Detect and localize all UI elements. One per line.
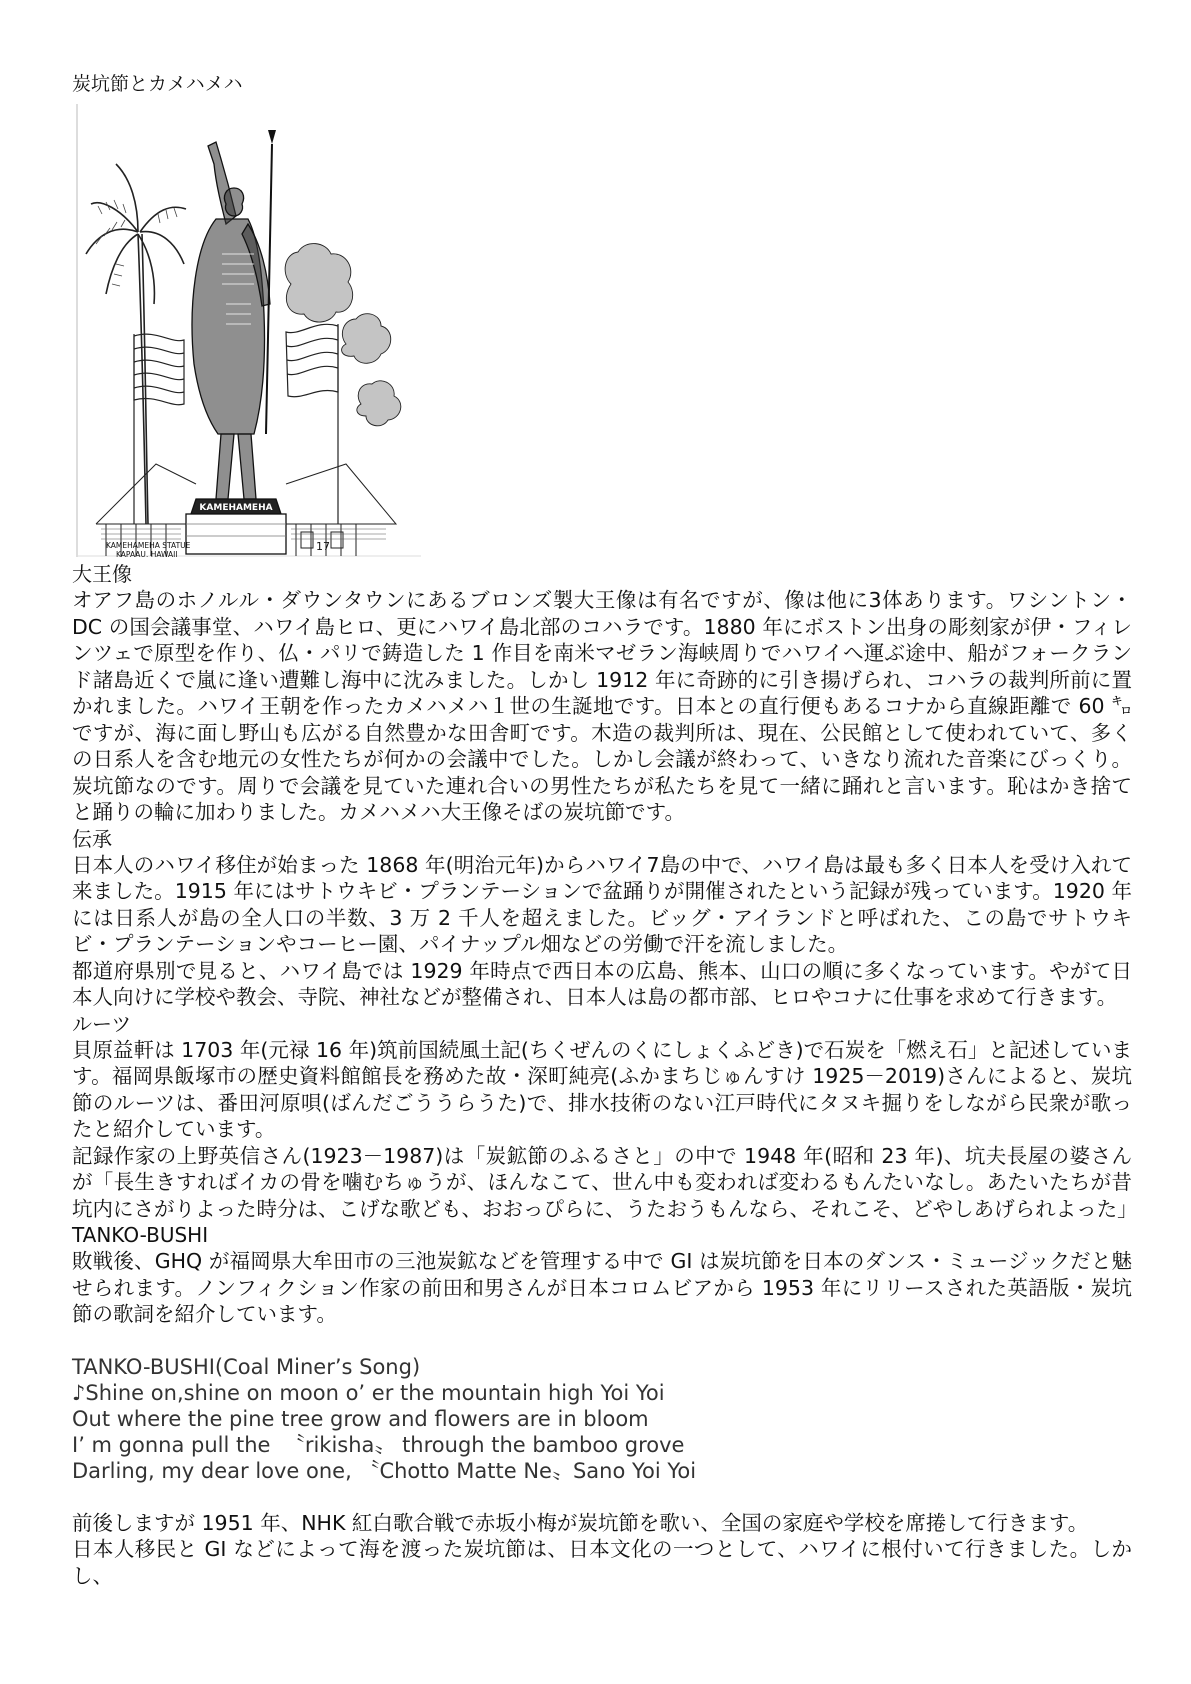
document-title: 炭坑節とカメハメハ (72, 73, 243, 95)
figure-number: 17 (316, 540, 330, 553)
closing-paragraph: 日本人移民と GI などによって海を渡った炭坑節は、日本文化の一つとして、ハワイに根付いて行きました。しかし、 (72, 1537, 1132, 1588)
section-paragraph: 都道府県別で見ると、ハワイ島では 1929 年時点で西日本の広島、熊本、山口の順に多くなっています。やがて日本人向けに学校や教会、寺院、神社などが整備され、日本人は島の都市部、ヒロやコナに仕事を求めて行きます。 (72, 958, 1132, 1009)
section-paragraph: 日本人のハワイ移住が始まった 1868 年(明治元年)からハワイ7島の中で、ハワイ島は最も多く日本人を受け入れて来ました。1915 年にはサトウキビ・プランテーションで盆踊りが開催されたという記録が残っています。1920 年には日系人が島の全人口の半数、3 万 2 千人を超えました。ビッグ・アイランドと呼ばれた、この島でサトウキビ・プランテーションやコーヒー園、パイナップル畑などの労働で汗を流しました。 (72, 852, 1132, 956)
closing-paragraph: 前後しますが 1951 年、NHK 紅白歌合戦で赤坂小梅が炭坑節を歌い、全国の家庭や学校を席捲して行きます。 (72, 1510, 1089, 1535)
figure-caption-line1: KAMEHAMEHA STATUE (106, 541, 191, 550)
lyrics-line: Darling, my dear love one, 〝Chotto Matte Ne〟Sano Yoi Yoi (72, 1458, 697, 1483)
spacer (72, 1484, 1132, 1510)
spacer (72, 1328, 1132, 1354)
document-page (72, 70, 1138, 1589)
figure-caption-line2: KAPAAU, HAWAII (116, 550, 178, 557)
lyrics-line: ♪Shine on,shine on moon o’ er the mountain high Yoi Yoi (72, 1380, 665, 1405)
lyrics-line: I’ m gonna pull the 〝rikisha〟 through the bamboo grove (72, 1432, 685, 1457)
section-heading-denshou: 伝承 (72, 826, 112, 851)
section-heading-daiouzou: 大王像 (72, 562, 132, 586)
lyrics-line: Out where the pine tree grow and flowers are in bloom (72, 1406, 649, 1431)
kamehameha-statue-illustration (76, 104, 421, 557)
section-paragraph: オアフ島のホノルル・ダウンタウンにあるブロンズ製大王像は有名ですが、像は他に3体あります。ワシントン・DC の国会議事堂、ハワイ島ヒロ、更にハワイ島北部のコハラです。1880 年にボストン出身の彫刻家が伊・フィレンツェで原型を作り、仏・パリで鋳造した 1 作目を南米マゼラン海峡周りでハワイへ運ぶ途中、船がフォークランド諸島近くで嵐に逢い遭難し海中に沈みました。しかし 1912 年に奇跡的に引き揚げられ、コハラの裁判所前に置かれました。ハワイ王朝を作ったカメハメハ１世の生誕地です。日本との直行便もあるコナから直線距離で 60 ㌔ですが、海に面し野山も広がる自然豊かな田舎町です。木造の裁判所は、現在、公民館として使われていて、多くの日系人を含む地元の女性たちが何かの会議中でした。しかし会議が終わって、いきなり流れた音楽にびっくり。炭坑節なのです。周りで会議を見ていた連れ合いの男性たちが私たちを見て一緒に踊れと言います。恥はかき捨てと踊りの輪に加わりました。カメハメハ大王像そばの炭坑節です。 (72, 588, 1132, 824)
section-paragraph: 記録作家の上野英信さん(1923－1987)は「炭鉱節のふるさと」の中で 1948 年(昭和 23 年)、坑夫長屋の婆さんが「長生きすればイカの骨を噛むちゅうが、ほんなこて、世ん中も変われば変わるもんたいなし。あたいたちが昔坑内にさがりよった時分は、こげな歌ども、おおっぴらに、うたおうもんなら、それこそ、どやしあげられよった」 (72, 1143, 1138, 1221)
section-heading-tanko-bushi: TANKO-BUSHI (72, 1223, 209, 1247)
section-paragraph: 貝原益軒は 1703 年(元禄 16 年)筑前国続風土記(ちくぜんのくにしょくふどき)で石炭を「燃え石」と記述しています。福岡県飯塚市の歴史資料館館長を務めた故・深町純亮(ふかまちじゅんすけ 1925－2019)さんによると、炭坑節のルーツは、番田河原唄(ばんだごううらうた)で、排水技術のない江戸時代にタヌキ掘りをしながら民衆が歌ったと紹介しています。 (72, 1037, 1132, 1141)
section-paragraph: 敗戦後、GHQ が福岡県大牟田市の三池炭鉱などを管理する中で GI は炭坑節を日本のダンス・ミュージックだと魅せられます。ノンフィクション作家の前田和男さんが日本コロムビアから 1953 年にリリースされた英語版・炭坑節の歌詞を紹介しています。 (72, 1249, 1132, 1326)
statue-sketch-icon (76, 104, 421, 557)
section-heading-roots: ルーツ (72, 1011, 132, 1036)
statue-plaque: KAMEHAMEHA (199, 503, 273, 513)
lyrics-title: TANKO-BUSHI(Coal Miner’s Song) (72, 1354, 421, 1379)
